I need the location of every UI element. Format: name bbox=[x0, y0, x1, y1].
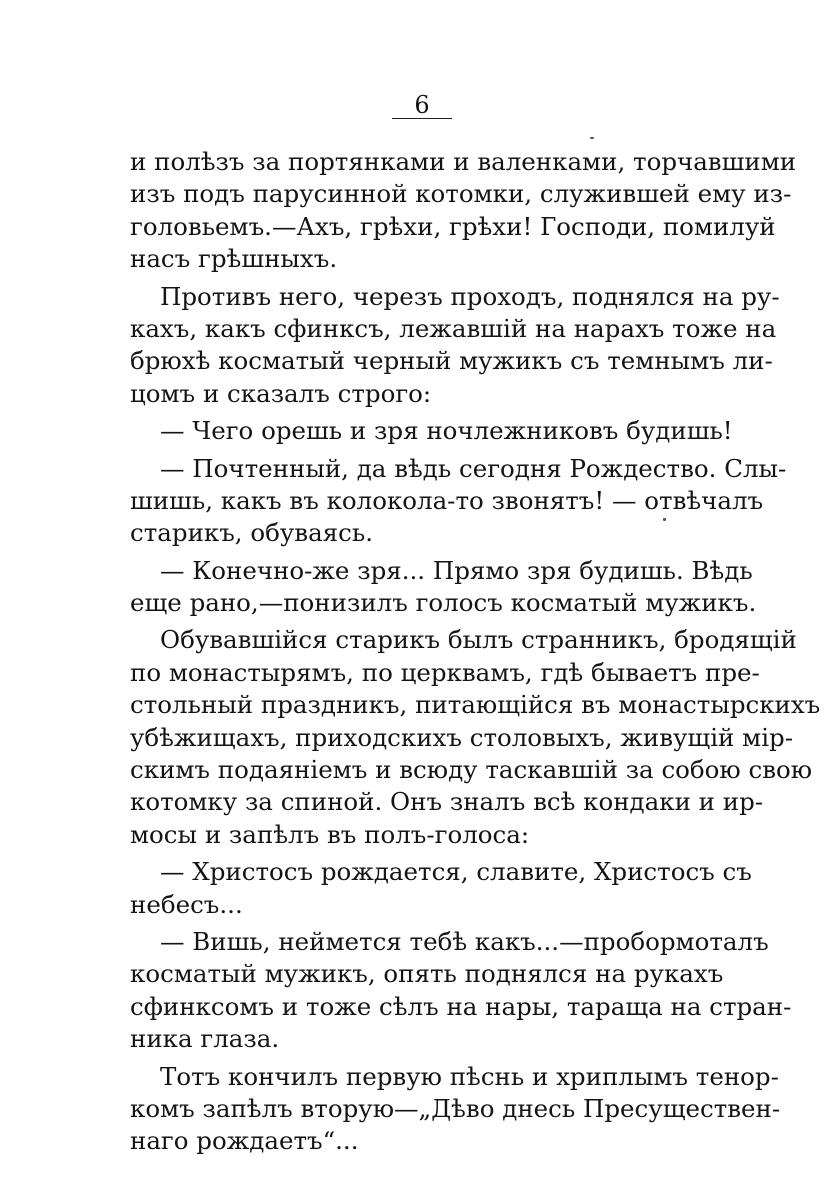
text-line: Тотъ кончилъ первую пѣснь и хриплымъ тенор- bbox=[160, 1061, 779, 1091]
page-number: 6 bbox=[414, 91, 430, 119]
text-line: брюхѣ косматый черный мужикъ съ темнымъ ли- bbox=[130, 346, 773, 376]
text-line: старикъ, обуваясь. bbox=[130, 518, 373, 548]
text-line: кахъ, какъ сфинксъ, лежавшій на нарахъ тоже на bbox=[130, 313, 777, 343]
text-line: Обувавшійся старикъ былъ странникъ, бродящій bbox=[160, 625, 797, 655]
paragraph bbox=[130, 146, 797, 276]
text-line: ника глаза. bbox=[130, 1024, 280, 1054]
paragraph bbox=[130, 555, 757, 620]
text-line: цомъ и сказалъ строго: bbox=[130, 378, 432, 408]
text-line: по монастырямъ, по церквамъ, гдѣ бываетъ пре- bbox=[130, 657, 760, 687]
text-line: наго рождаетъ“... bbox=[130, 1126, 359, 1156]
paragraph bbox=[130, 453, 787, 550]
text-line: убѣжищахъ, приходскихъ столовыхъ, живущій мір- bbox=[130, 722, 793, 752]
paragraph bbox=[130, 926, 792, 1056]
text-line: — Чего орешь и зря ночлежниковъ будишь! bbox=[160, 416, 733, 446]
text-body bbox=[130, 146, 821, 1163]
text-line: Противъ него, черезъ проходъ, поднялся на ру- bbox=[160, 281, 780, 311]
print-speck bbox=[590, 137, 594, 139]
paragraph bbox=[130, 281, 780, 411]
text-line: косматый мужикъ, опять поднялся на рукахъ bbox=[130, 959, 724, 989]
paragraph bbox=[130, 1061, 781, 1158]
text-line: — Вишь, неймется тебѣ какъ...—пробормоталъ bbox=[160, 926, 769, 956]
page-number-rule bbox=[392, 118, 452, 119]
text-line: небесъ... bbox=[130, 889, 243, 919]
text-line: стольный праздникъ, питающійся въ монастырскихъ bbox=[130, 690, 821, 720]
paragraph bbox=[130, 415, 733, 447]
text-line: котомку за спиной. Онъ зналъ всѣ кондаки и ир- bbox=[130, 787, 764, 817]
text-line: — Конечно-же зря... Прямо зря будишь. Вѣдь bbox=[160, 555, 753, 585]
paragraph bbox=[130, 624, 821, 851]
text-line: изъ подъ парусинной котомки, служившей ему из- bbox=[130, 179, 792, 209]
text-line: насъ грѣшныхъ. bbox=[130, 244, 338, 274]
text-line: — Почтенный, да вѣдь сегодня Рождество. Слы- bbox=[160, 453, 787, 483]
text-line: скимъ подаяніемъ и всюду таскавшій за собою свою bbox=[130, 755, 813, 785]
text-line: мосы и запѣлъ въ полъ-голоса: bbox=[130, 819, 530, 849]
text-line: головьемъ.—Ахъ, грѣхи, грѣхи! Господи, помилуй bbox=[130, 211, 776, 241]
text-line: сфинксомъ и тоже сѣлъ на нары, таращa на стран- bbox=[130, 991, 792, 1021]
text-line: и полѣзъ за портянками и валенками, торчавшими bbox=[130, 147, 797, 176]
text-line: еще рано,—понизилъ голосъ косматый мужикъ. bbox=[130, 588, 757, 618]
paragraph bbox=[130, 856, 752, 921]
text-line: шишь, какъ въ колокола-то звонятъ! — отвѣчалъ bbox=[130, 485, 764, 515]
text-line: комъ запѣлъ вторую—„Дѣво днесь Пресуществен- bbox=[130, 1093, 781, 1123]
text-line: — Христосъ рождается, славите, Христосъ съ bbox=[160, 857, 752, 887]
